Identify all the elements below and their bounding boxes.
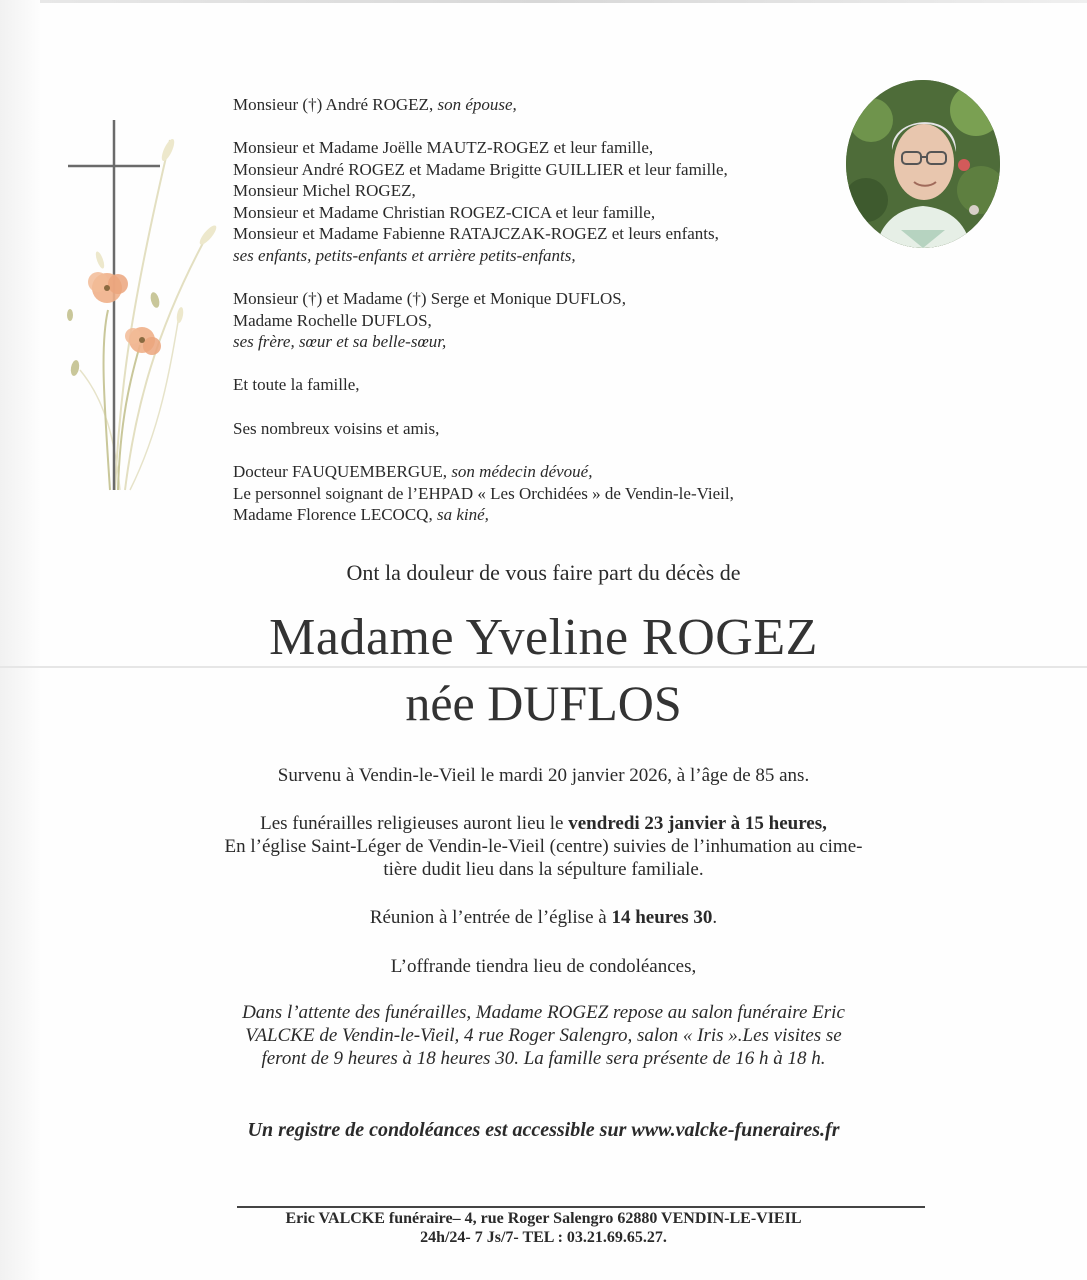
- footer-divider: [237, 1206, 925, 1208]
- visits-line: Dans l’attente des funérailles, Madame ROGEZ repose au salon funéraire Eric: [242, 1002, 845, 1023]
- portrait-photo: [846, 80, 1000, 248]
- neighbours-line: [233, 418, 439, 440]
- funeral-home-address: Eric VALCKE funéraire– 4, rue Roger Salengro 62880 VENDIN-LE-VIEIL: [285, 1210, 802, 1227]
- wheat-stalks: [80, 137, 219, 490]
- maiden-name: née DUFLOS: [405, 675, 682, 731]
- funeral-date-line: Les funérailles religieuses auront lieu le vendredi 23 janvier à 15 heures,: [260, 813, 827, 834]
- child-line: Monsieur et Madame Joëlle MAUTZ-ROGEZ et leur famille,: [233, 138, 654, 157]
- scan-top-edge: [0, 0, 1087, 3]
- child-line: Monsieur André ROGEZ et Madame Brigitte GUILLIER et leur famille,: [233, 159, 728, 179]
- funeral-details: [0, 812, 1087, 881]
- condolence-register-note: Un registre de condoléances est accessible sur www.valcke-funeraires.fr: [247, 1119, 840, 1141]
- child-line: Monsieur et Madame Fabienne RATAJCZAK-ROGEZ et leurs enfants,: [233, 224, 719, 243]
- siblings-role: ses frère, sœur et sa belle-sœur,: [233, 332, 447, 351]
- funeral-place-line: En l’église Saint-Léger de Vendin-le-Vieil (centre) suivies de l’inhumation au cime-: [224, 836, 863, 857]
- funeral-home-footer: [0, 1209, 1087, 1247]
- child-line: Monsieur et Madame Christian ROGEZ-CICA et leur famille,: [233, 202, 656, 222]
- visits-line: feront de 9 heures à 18 heures 30. La famille sera présente de 16 h à 18 h.: [261, 1048, 826, 1069]
- announcement-lead: Ont la douleur de vous faire part du décès de: [346, 560, 741, 585]
- sibling-line: Monsieur (†) et Madame (†) Serge et Monique DUFLOS,: [233, 289, 626, 308]
- kine-line: Madame Florence LECOCQ, sa kiné,: [233, 505, 489, 524]
- family-group-siblings: [233, 288, 626, 353]
- care-group: [233, 461, 734, 526]
- death-details: Survenu à Vendin-le-Vieil le mardi 20 janvier 2026, à l’âge de 85 ans.: [277, 765, 810, 786]
- cross: [68, 120, 160, 490]
- deceased-name: Madame Yveline ROGEZ: [269, 609, 818, 666]
- meeting-details: Réunion à l’entrée de l’église à 14 heures 30.: [369, 907, 718, 928]
- ehpad-line: Le personnel soignant de l’EHPAD « Les Orchidées » de Vendin-le-Vieil,: [233, 483, 734, 503]
- funeral-home-phone: 24h/24- 7 Js/7- TEL : 03.21.69.65.27.: [420, 1229, 667, 1246]
- family-line: [233, 374, 360, 396]
- cross-with-poppies-illustration: [60, 110, 260, 500]
- offering-note: L’offrande tiendra lieu de condoléances,: [390, 956, 697, 977]
- visiting-details: [0, 1001, 1087, 1070]
- child-line: Monsieur Michel ROGEZ,: [233, 181, 416, 200]
- family-group-children: [233, 137, 728, 266]
- family-group-spouse: [233, 94, 517, 116]
- children-role: ses enfants, petits-enfants et arrière petits-enfants,: [233, 245, 576, 265]
- neighbours-text: Ses nombreux voisins et amis,: [233, 419, 440, 438]
- spouse-line: Monsieur (†) André ROGEZ, son épouse,: [233, 95, 517, 114]
- visits-line: VALCKE de Vendin-le-Vieil, 4 rue Roger Salengro, salon « Iris ».Les visites se: [245, 1025, 842, 1046]
- funeral-burial-line: tière dudit lieu dans la sépulture familiale.: [383, 859, 704, 880]
- doctor-line: Docteur FAUQUEMBERGUE, son médecin dévoué,: [233, 462, 593, 481]
- sibling-line: Madame Rochelle DUFLOS,: [233, 310, 432, 330]
- family-text: Et toute la famille,: [233, 375, 360, 394]
